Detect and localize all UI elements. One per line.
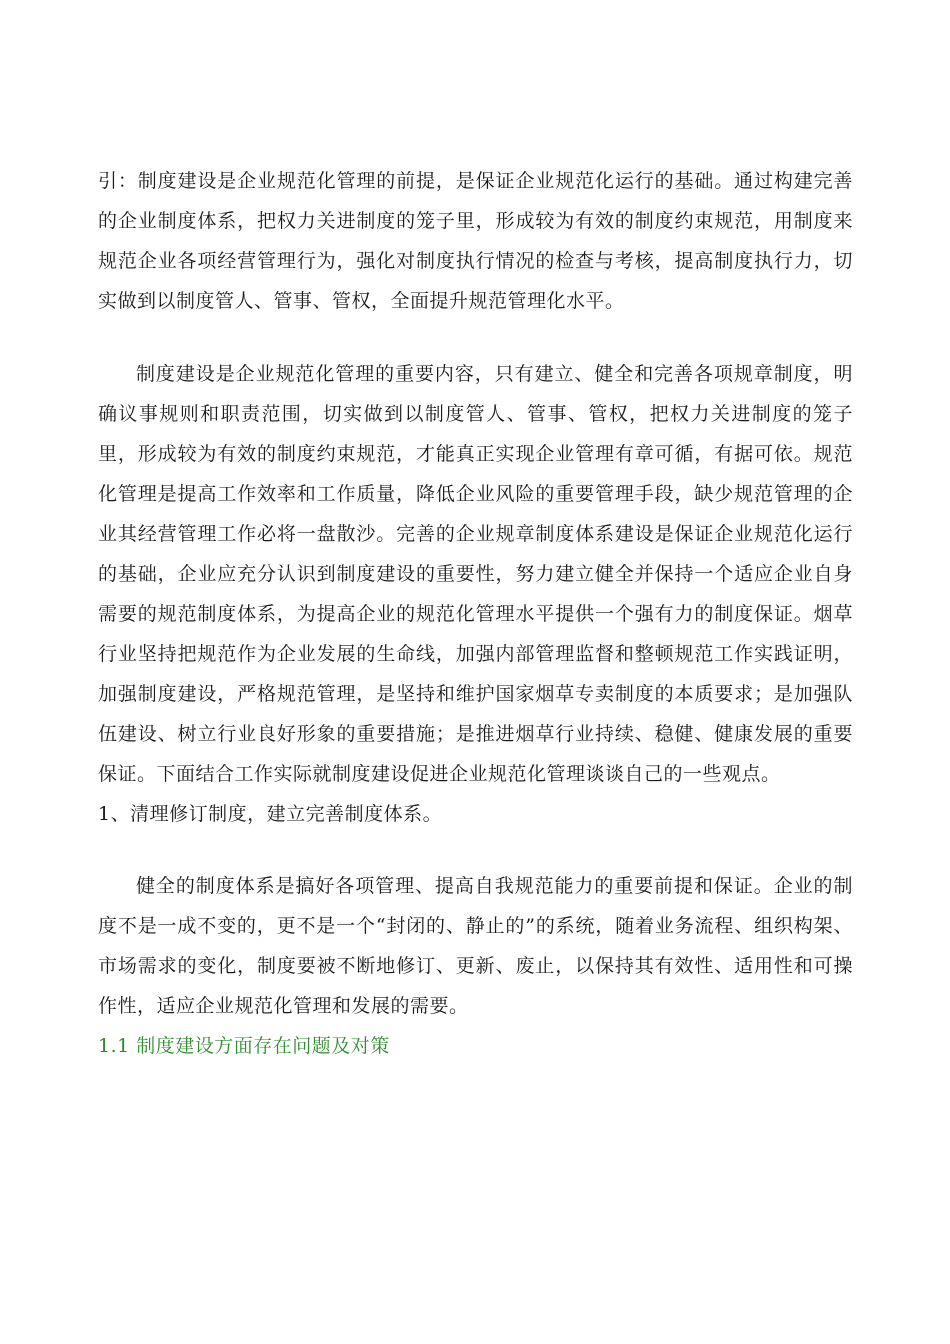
subsection-heading-1-1: 1.1 制度建设方面存在问题及对策 (98, 1035, 390, 1057)
section-heading-1: 1、清理修订制度，建立完善制度体系。 (98, 803, 443, 825)
body-paragraph-2: 健全的制度体系是搞好各项管理、提高自我规范能力的重要前提和保证。企业的制度不是一成不变的，更不是一个“封闭的、静止的”的系统，随着业务流程、组织构架、市场需求的变化，制度要被不断地修订、更新、废止，以保持其有效性、适用性和可操作性，适应企业规范化管理和发展的需要。 (98, 875, 853, 1017)
body-paragraph-1: 制度建设是企业规范化管理的重要内容，只有建立、健全和完善各项规章制度，明确议事规则和职责范围，切实做到以制度管人、管事、管权，把权力关进制度的笼子里，形成较为有效的制度约束规范，才能真正实现企业管理有章可循，有据可依。规范化管理是提高工作效率和工作质量，降低企业风险的重要管理手段，缺少规范管理的企业其经营管理工作必将一盘散沙。完善的企业规章制度体系建设是保证企业规范化运行的基础，企业应充分认识到制度建设的重要性，努力建立健全并保持一个适应企业自身需要的规范制度体系，为提高企业的规范化管理水平提供一个强有力的制度保证。烟草行业坚持把规范作为企业发展的生命线，加强内部管理监督和整顿规范工作实践证明，加强制度建设，严格规范管理，是坚持和维护国家烟草专卖制度的本质要求；是加强队伍建设、树立行业良好形象的重要措施；是推进烟草行业持续、稳健、健康发展的重要保证。下面结合工作实际就制度建设促进企业规范化管理谈谈自己的一些观点。 (98, 363, 853, 785)
document-body (98, 161, 853, 1066)
intro-paragraph: 引：制度建设是企业规范化管理的前提，是保证企业规范化运行的基础。通过构建完善的企业制度体系，把权力关进制度的笼子里，形成较为有效的制度约束规范，用制度来规范企业各项经营管理行为，强化对制度执行情况的检查与考核，提高制度执行力，切实做到以制度管人、管事、管权，全面提升规范管理化水平。 (98, 170, 853, 312)
